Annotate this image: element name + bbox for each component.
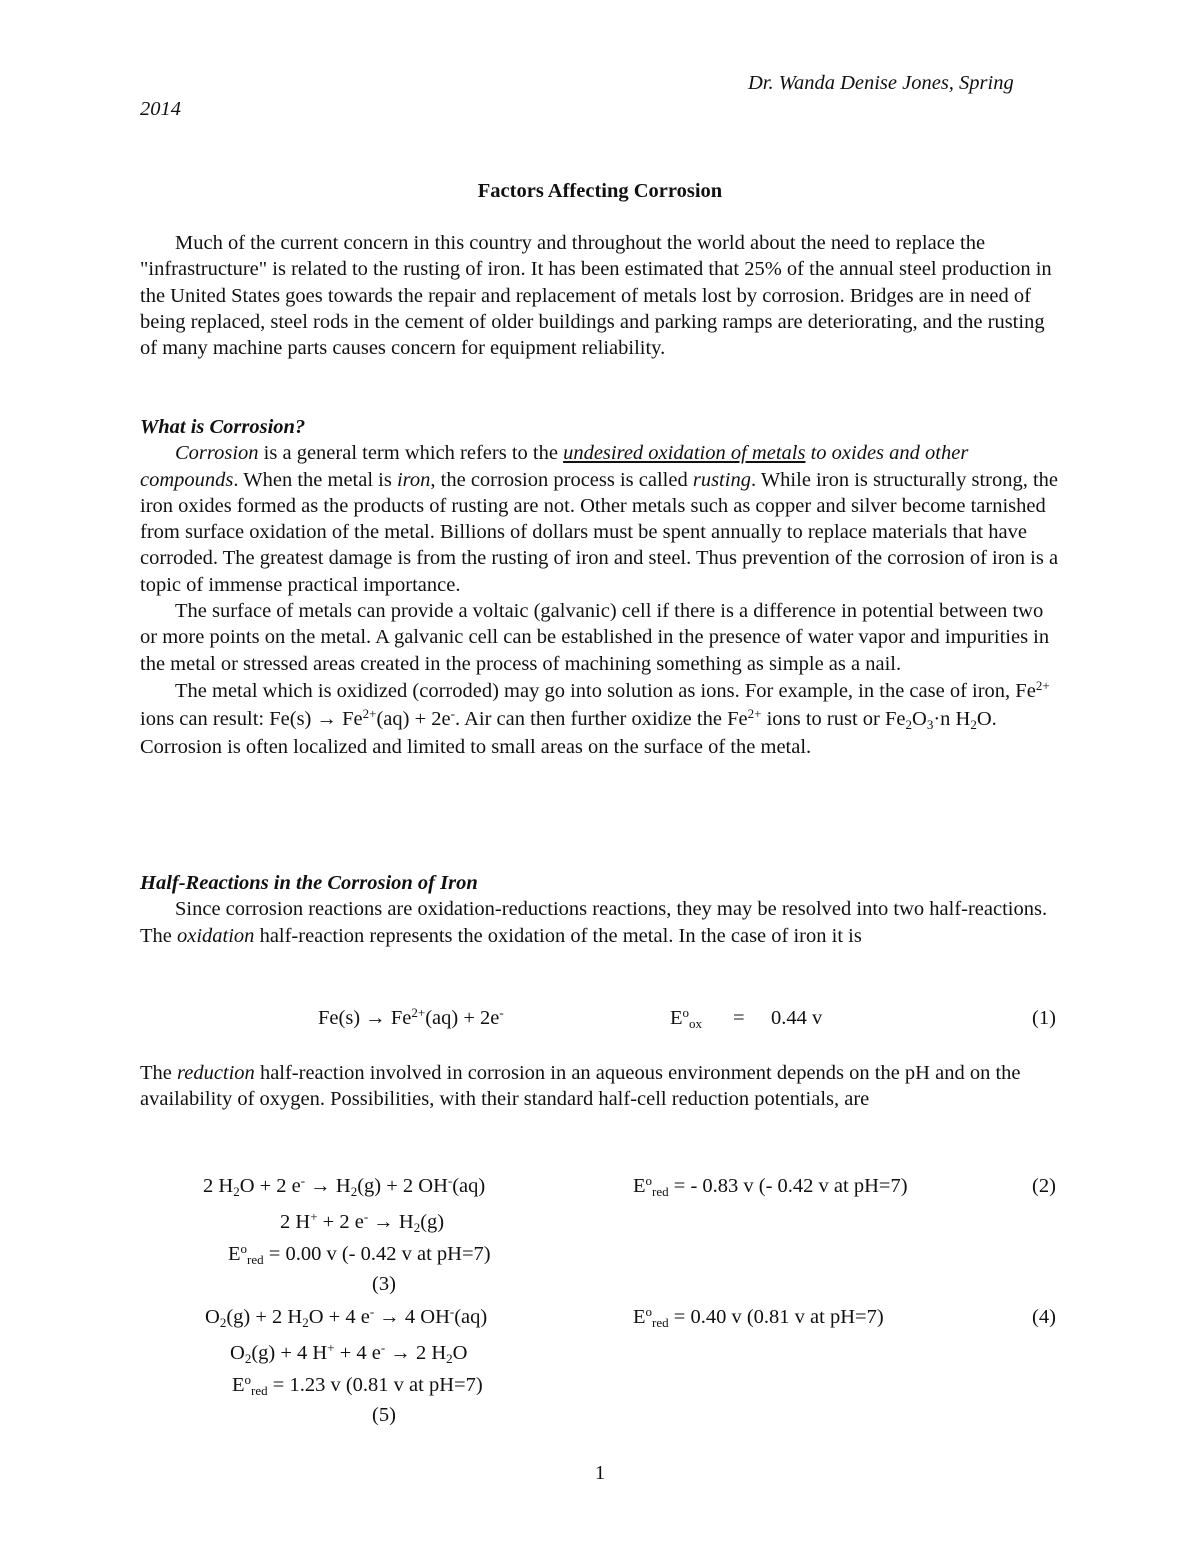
section-half-reactions [140,870,1060,949]
galvanic-cell-paragraph: The surface of metals can provide a voltaic (galvanic) cell if there is a difference in potential between two or more points on the metal. A galvanic cell can be established in the presence of water vapor and impurities in the metal or stressed areas created in the process of machining something as simple as a nail. [140,600,1050,675]
underlined-phrase: undesired oxidation of metals [563,442,806,465]
intro-text: Much of the current concern in this country and throughout the world about the need to replace the "infrastructure" is related to the rusting of iron. It has been estimated that 25% of the annual steel production in the United States goes towards the repair and replacement of metals lost by corrosion. Bridges are in need of being replaced, steel rods in the cement of older buildings and parking ramps are deteriorating, and the rusting of many machine parts causes concern for equipment reliability. [140,232,1052,360]
section-heading-half-reactions: Half-Reactions in the Corrosion of Iron [140,872,478,894]
page-title: Factors Affecting Corrosion [477,180,723,202]
equation-number-2: (2) [1032,1175,1056,1197]
page-number: 1 [594,1462,606,1484]
reduction-paragraph: The reduction half-reaction involved in corrosion in an aqueous environment depends on the pH and on the availability of oxygen. Possibilities, with their standard half-cell reduction potentials, are [140,1062,1021,1111]
section-what-is-corrosion [140,414,1060,761]
ions-paragraph: The metal which is oxidized (corroded) may go into solution as ions. For example, in the case of iron, $Fe^{2+}$ ions can result: $Fe(s) \to Fe^{2+}(aq) + 2e^-$. Air can then further oxidize the $Fe^{2+}$ ions to rust or $Fe_2O_3\cdot n$ $H_2O$. Corrosion is often localized and limited to small areas on the surface of the metal. [140,677,1050,758]
half-reaction-intro-paragraph: Since corrosion reactions are oxidation-reductions reactions, they may be resolved into two half-reactions. The oxidation half-reaction represents the oxidation of the metal. In the case of iron it is [140,898,1048,947]
equation-number-5: (5) [372,1404,396,1426]
term-corrosion: Corrosion [175,442,259,465]
header-year: 2014 [140,98,181,120]
intro-paragraph [140,230,1060,361]
corrosion-definition-paragraph: Corrosion is a general term which refers to the undesired oxidation of metals to oxides and other compounds. When the metal is iron, the corrosion process is called rusting. While iron is structurally strong, the iron oxides formed as the products of rusting are not. Other metals such as copper and silver become tarnished from surface oxidation of the metal. Billions of dollars must be spent annually to replace materials that have corroded. The greatest damage is from the rusting of iron and steel. Thus prevention of the corrosion of iron is a topic of immense practical importance. [140,442,1059,596]
equation-number-3: (3) [372,1273,396,1295]
equation-number-4: (4) [1032,1306,1056,1328]
header-author-date: Dr. Wanda Denise Jones, Spring [748,72,1014,94]
section-heading-what-is-corrosion: What is Corrosion? [140,416,306,438]
equation-number-1: (1) [1032,1007,1056,1029]
